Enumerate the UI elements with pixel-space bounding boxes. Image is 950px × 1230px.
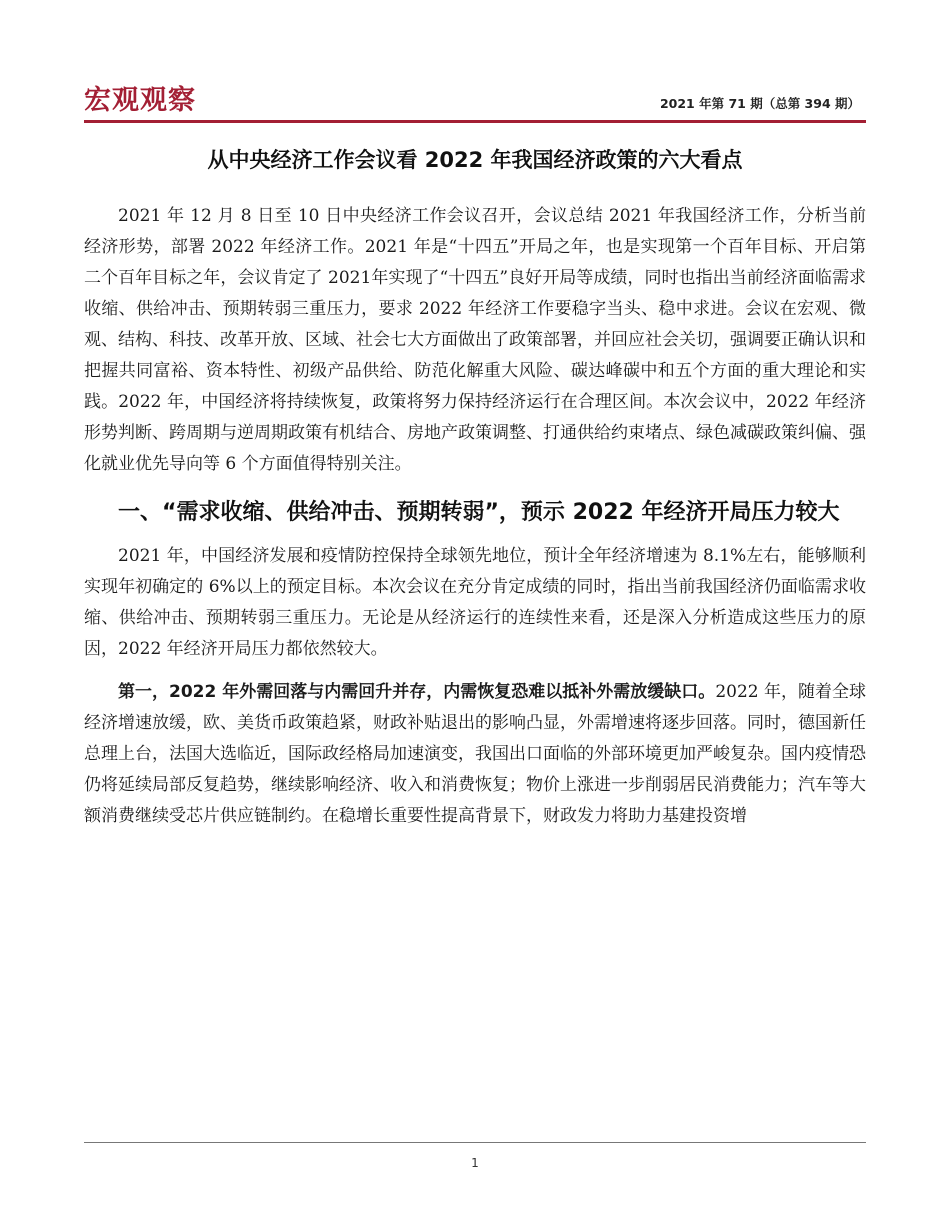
page-header	[84, 78, 866, 122]
paragraph-body-text: 2022 年，随着全球经济增速放缓，欧、美货币政策趋紧，财政补贴退出的影响凸显，外需增速将逐步回落。同时，德国新任总理上台，法国大选临近，国际政经格局加速演变，我国出口面临的外部环境更加严峻复杂。国内疫情恐仍将延续局部反复趋势，继续影响经济、收入和消费恢复；物价上涨进一步削弱居民消费能力；汽车等大额消费继续受芯片供应链制约。在稳增长重要性提高背景下，财政发力将助力基建投资增	[84, 682, 866, 826]
article-title: 从中央经济工作会议看 2022 年我国经济政策的六大看点	[207, 148, 743, 172]
paragraph-lead-sentence: 第一，2022 年外需回落与内需回升并存，内需恢复恐难以抵补外需放缓缺口。	[118, 682, 716, 702]
body-paragraph-lead	[84, 677, 866, 832]
header-rule	[84, 120, 866, 123]
intro-paragraph: 2021 年 12 月 8 日至 10 日中央经济工作会议召开，会议总结 2021 年我国经济工作，分析当前经济形势，部署 2022 年经济工作。2021 年是“十四五”开局之年，也是实现第一个百年目标、开启第二个百年目标之年，会议肯定了 2021年实现了“十四五”良好开局等成绩，同时也指出当前经济面临需求收缩、供给冲击、预期转弱三重压力，要求 2022 年经济工作要稳字当头、稳中求进。会议在宏观、微观、结构、科技、改革开放、区域、社会七大方面做出了政策部署，并回应社会关切，强调要正确认识和把握共同富裕、资本特性、初级产品供给、防范化解重大风险、碳达峰碳中和五个方面的重大理论和实践。2022 年，中国经济将持续恢复，政策将努力保持经济运行在合理区间。本次会议中，2022 年经济形势判断、跨周期与逆周期政策有机结合、房地产政策调整、打通供给约束堵点、绿色减碳政策纠偏、强化就业优先导向等 6 个方面值得特别关注。	[84, 206, 866, 474]
body-paragraph: 2021 年，中国经济发展和疫情防控保持全球领先地位，预计全年经济增速为 8.1%左右，能够顺利实现年初确定的 6%以上的预定目标。本次会议在充分肯定成绩的同时，指出当前我国经济仍面临需求收缩、供给冲击、预期转弱三重压力。无论是从经济运行的连续性来看，还是深入分析造成这些压力的原因，2022 年经济开局压力都依然较大。	[84, 546, 866, 659]
brand-title: 宏观观察	[84, 85, 196, 116]
section-heading: 一、“需求收缩、供给冲击、预期转弱”，预示 2022 年经济开局压力较大	[118, 500, 840, 525]
page-number: 1	[471, 1156, 479, 1170]
article-body	[84, 172, 866, 832]
issue-number: 2021 年第 71 期（总第 394 期）	[659, 96, 860, 111]
footer-rule	[84, 1142, 866, 1143]
